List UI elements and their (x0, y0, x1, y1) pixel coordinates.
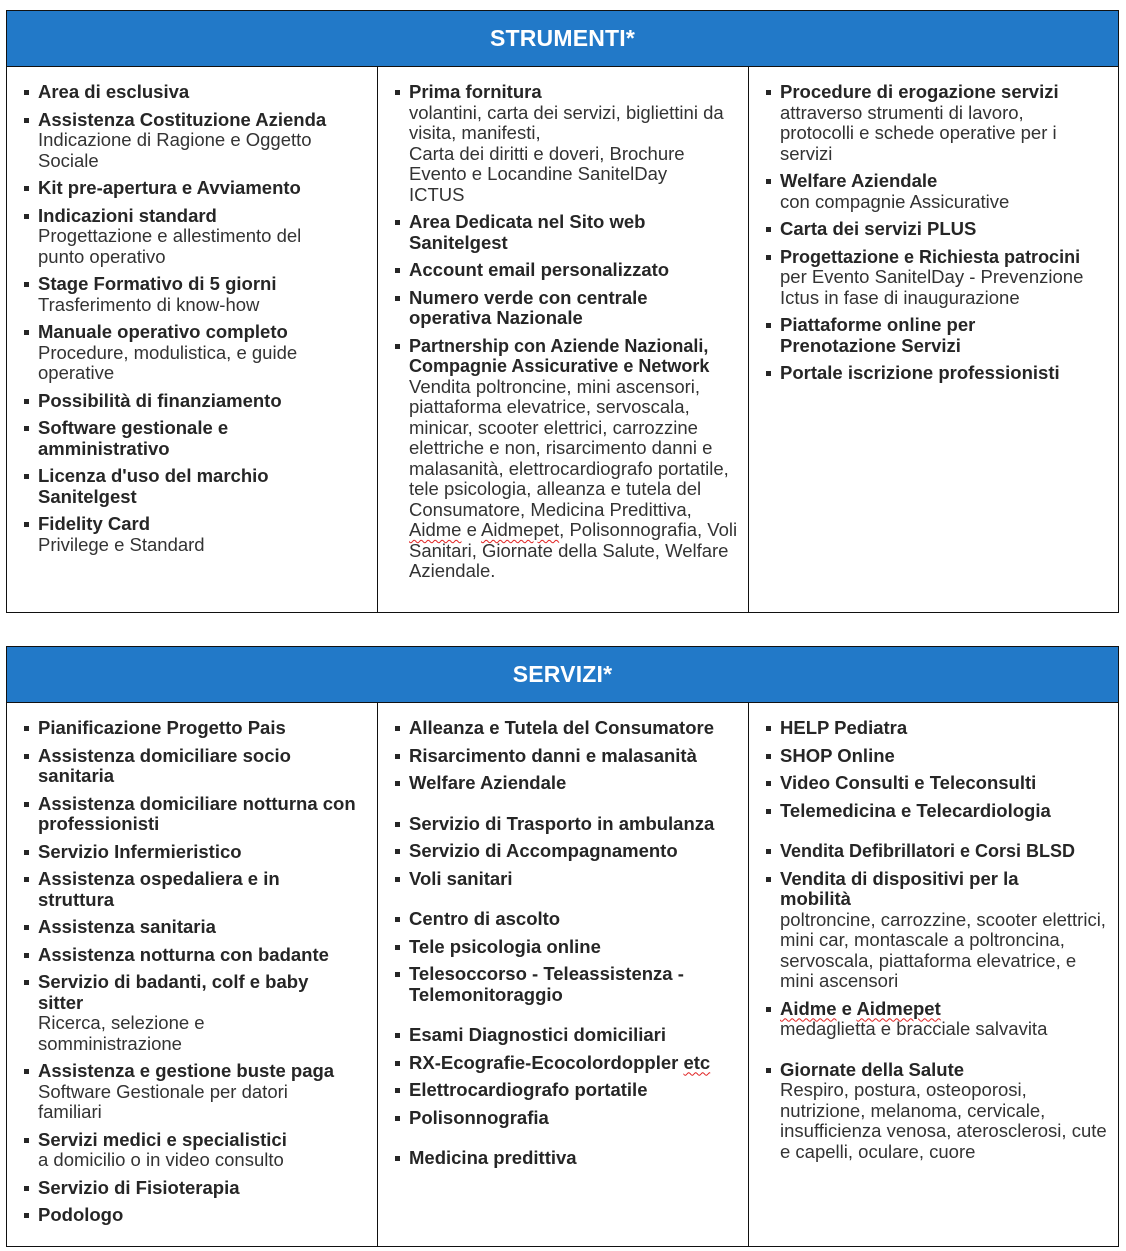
item-title: Telesoccorso - Teleassistenza - Telemonitoraggio (409, 963, 684, 1005)
item-title: Kit pre-apertura e Avviamento (38, 177, 301, 198)
servizi-list-2 (394, 718, 742, 1169)
list-item (23, 972, 371, 1054)
list-item (23, 718, 371, 739)
item-description: Trasferimento di know-how (38, 293, 260, 315)
list-item (765, 171, 1112, 212)
list-item (394, 964, 742, 1005)
misspelled-word: Aidme (780, 997, 837, 1019)
item-title: Video Consulti e Teleconsulti (780, 772, 1037, 793)
item-title: Centro di ascolto (409, 908, 561, 929)
item-title: Portale iscrizione professionisti (780, 362, 1060, 383)
item-description-text: Vendita poltroncine, mini ascensori, piattaforma elevatrice, servoscala, minicar, scooter elettrici, carrozzine elettriche e non, risarcimento danni e malasanità, elettrocardiografo portatile, tele psicologia, alleanza e tutela del Consumatore, Medicina Predittiva, (409, 375, 729, 520)
item-title: Welfare Aziendale (780, 170, 938, 191)
list-item (23, 945, 371, 966)
item-title: Progettazione e Richiesta patrocini (780, 246, 1081, 267)
list-item (765, 801, 1112, 822)
list-item (23, 842, 371, 863)
item-title: Fidelity Card (38, 513, 151, 534)
list-item (394, 260, 742, 281)
strumenti-table (6, 10, 1119, 613)
item-title: Assistenza notturna con badante (38, 943, 329, 965)
item-title: Tele psicologia online (409, 935, 601, 957)
list-item (765, 1060, 1112, 1163)
list-item (23, 178, 371, 199)
list-item (23, 1061, 371, 1123)
list-item (765, 82, 1112, 164)
strumenti-body (7, 67, 1118, 612)
item-title: Vendita Defibrillatori e Corsi BLSD (780, 841, 1076, 861)
item-title: Assistenza domiciliare notturna con professionisti (38, 792, 356, 834)
item-title: Giornate della Salute (780, 1058, 965, 1080)
item-title: Account email personalizzato (409, 259, 670, 280)
item-title: Telemedicina e Telecardiologia (780, 799, 1051, 821)
list-item (23, 206, 371, 268)
item-title: SHOP Online (780, 744, 895, 766)
item-title: Alleanza e Tutela del Consumatore (409, 717, 714, 738)
servizi-table (6, 646, 1119, 1247)
item-title: Medicina predittiva (409, 1147, 577, 1168)
item-title: Manuale operativo completo (38, 321, 288, 342)
item-title: Polisonnografia (409, 1106, 549, 1128)
item-title: Esami Diagnostici domiciliari (409, 1024, 667, 1045)
list-item (394, 909, 742, 930)
item-description: poltroncine, carrozzine, scooter elettrici, mini car, montascale a poltroncina, servoscala, piattaforma elevatrice, e mini ascensori (780, 908, 1106, 991)
list-item (394, 814, 742, 835)
list-item (394, 718, 742, 739)
list-item (23, 466, 371, 507)
list-item (23, 391, 371, 412)
list-item (23, 794, 371, 835)
list-item (765, 219, 1112, 240)
servizi-body (7, 703, 1118, 1246)
item-description: Software Gestionale per datori familiari (38, 1080, 288, 1122)
item-title: Podologo (38, 1204, 124, 1225)
item-title: Servizi medici e specialistici (38, 1128, 287, 1150)
misspelled-word: Aidme (409, 519, 462, 540)
item-title: Servizio di Accompagnamento (409, 840, 678, 861)
list-item (765, 773, 1112, 794)
list-item (23, 274, 371, 315)
item-title: Risarcimento danni e malasanità (409, 744, 697, 766)
misspelled-word: Aidmepet (856, 997, 941, 1019)
item-title: Procedure di erogazione servizi (780, 81, 1059, 102)
list-item (394, 869, 742, 890)
item-title: Servizio di Trasporto in ambulanza (409, 812, 715, 834)
list-item (394, 336, 742, 582)
item-title: Stage Formativo di 5 giorni (38, 273, 277, 294)
item-title: Carta dei servizi PLUS (780, 218, 977, 239)
item-description-text: , Polisonnografia, Voli Sanitari, Giornate della Salute, Welfare Aziendale. (409, 519, 738, 581)
item-description: per Evento SanitelDay - Prevenzione Ictus in fase di inaugurazione (780, 266, 1084, 308)
item-description: medaglietta e bracciale salvavita (780, 1018, 1048, 1039)
strumenti-title: STRUMENTI* (489, 25, 636, 51)
item-title: Indicazioni standard (38, 204, 217, 226)
list-item (23, 418, 371, 459)
list-item (394, 773, 742, 794)
strumenti-list-2 (394, 82, 742, 582)
list-item (394, 212, 742, 253)
item-description: Indicazione di Ragione e Oggetto Sociale (38, 129, 312, 171)
list-item (394, 937, 742, 958)
list-item (765, 841, 1112, 862)
item-description: Respiro, postura, osteoporosi, nutrizione, melanoma, cervicale, insufficienza venosa, aterosclerosi, cute e capelli, oculare, cuore (780, 1079, 1107, 1162)
list-item (394, 1025, 742, 1046)
item-title: Licenza d'uso del marchio Sanitelgest (38, 465, 269, 507)
list-item (765, 247, 1112, 309)
servizi-list-1 (23, 718, 371, 1226)
list-item (394, 1080, 742, 1101)
item-title: Numero verde con centrale operativa Nazionale (409, 286, 648, 328)
list-item (23, 869, 371, 910)
list-item (765, 363, 1112, 384)
item-title: Software gestionale e amministrativo (38, 417, 229, 459)
item-title: Welfare Aziendale (409, 772, 567, 793)
item-title-text: e (836, 997, 857, 1019)
list-item (765, 315, 1112, 356)
item-title: Area Dedicata nel Sito web Sanitelgest (409, 211, 646, 253)
item-title: HELP Pediatra (780, 717, 908, 738)
list-item (23, 82, 371, 103)
servizi-column-1 (7, 703, 377, 1246)
item-title: Partnership con Aziende Nazionali, Compagnie Assicurative e Network (409, 335, 710, 376)
list-item (23, 322, 371, 384)
item-title: Vendita di dispositivi per la mobilità (780, 867, 1019, 909)
list-item (765, 869, 1112, 992)
item-title: Assistenza e gestione buste paga (38, 1060, 335, 1081)
misspelled-word: Aidmepet (481, 519, 560, 540)
servizi-header (7, 647, 1118, 703)
strumenti-column-3 (748, 67, 1118, 612)
item-description: con compagnie Assicurative (780, 190, 1010, 212)
servizi-column-2 (377, 703, 748, 1246)
item-title: Pianificazione Progetto Pais (38, 717, 286, 738)
list-item (394, 841, 742, 862)
item-title: Servizio Infermieristico (38, 840, 242, 862)
item-description: Procedure, modulistica, e guide operative (38, 341, 298, 383)
item-title: Elettrocardiografo portatile (409, 1079, 648, 1100)
item-title: Assistenza domiciliare socio sanitaria (38, 744, 291, 786)
item-description-text: e (461, 519, 482, 540)
strumenti-list-3 (765, 82, 1112, 384)
list-item (23, 917, 371, 938)
item-title-text: RX-Ecografie-Ecocolordoppler (409, 1051, 684, 1073)
item-title (409, 1053, 742, 1074)
item-title: Area di esclusiva (38, 81, 190, 102)
item-description: Progettazione e allestimento del punto operativo (38, 225, 302, 267)
list-item (394, 1108, 742, 1129)
list-item (394, 82, 742, 205)
item-description (409, 377, 742, 582)
list-item (765, 746, 1112, 767)
item-description: Carta dei diritti e doveri, Brochure Evento e Locandine SanitelDay ICTUS (409, 142, 685, 205)
item-description: a domicilio o in video consulto (38, 1149, 284, 1170)
misspelled-word: etc (683, 1051, 711, 1073)
list-item (23, 110, 371, 172)
list-item (394, 1148, 742, 1169)
list-item (23, 514, 371, 555)
item-title: Assistenza ospedaliera e in struttura (38, 868, 280, 910)
servizi-column-3 (748, 703, 1118, 1246)
item-description: Privilege e Standard (38, 533, 205, 555)
list-item (23, 746, 371, 787)
item-title: Possibilità di finanziamento (38, 389, 282, 411)
item-title: Assistenza sanitaria (38, 916, 216, 937)
list-item (394, 288, 742, 329)
item-title: Assistenza Costituzione Azienda (38, 108, 327, 130)
list-item (394, 1053, 742, 1074)
item-title: Voli sanitari (409, 867, 513, 889)
strumenti-column-1 (7, 67, 377, 612)
item-description: Ricerca, selezione e somministrazione (38, 1012, 205, 1054)
list-item (23, 1205, 371, 1226)
list-item (23, 1178, 371, 1199)
list-item (765, 718, 1112, 739)
item-title: Servizio di Fisioterapia (38, 1176, 240, 1198)
item-title: Prima fornitura (409, 81, 542, 102)
servizi-title: SERVIZI* (512, 661, 613, 687)
item-description: attraverso strumenti di lavoro, protocolli e schede operative per i servizi (780, 101, 1057, 164)
item-title: Servizio di badanti, colf e baby sitter (38, 971, 309, 1013)
list-item (765, 999, 1112, 1040)
list-item (23, 1130, 371, 1171)
item-description: volantini, carta dei servizi, bigliettini da visita, manifesti, (409, 101, 724, 143)
strumenti-header (7, 11, 1118, 67)
item-title (780, 999, 1112, 1020)
item-title: Piattaforme online per Prenotazione Servizi (780, 314, 976, 356)
strumenti-column-2 (377, 67, 748, 612)
list-item (394, 746, 742, 767)
servizi-list-3 (765, 718, 1112, 1162)
strumenti-list-1 (23, 82, 371, 555)
